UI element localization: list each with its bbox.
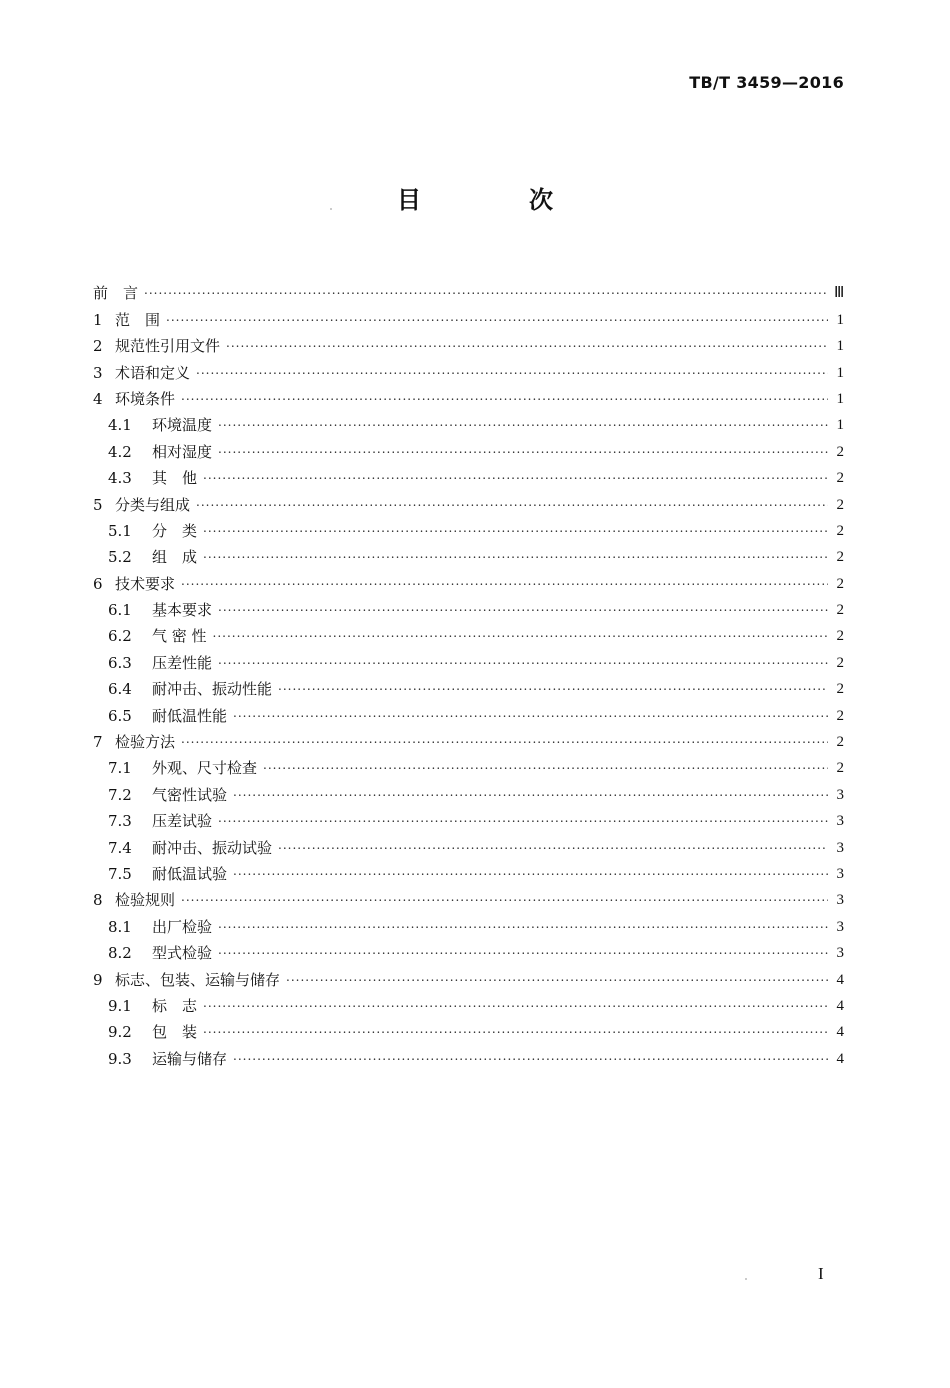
toc-entry-label: 出厂检验 [152,917,213,936]
toc-entry-label: 范 围 [115,310,161,329]
toc-entry [93,778,844,804]
toc-entry-label: 检验方法 [115,733,176,752]
toc-entry-label: 环境温度 [152,416,213,435]
dot-leader [226,333,828,353]
toc-entry [93,699,844,725]
toc-entry-page: 3 [836,945,844,962]
toc-entry-page: 3 [836,918,844,935]
toc-entry-page: Ⅲ [834,285,845,302]
toc-entry-page: 4 [836,1024,844,1041]
toc-entry-number: 2 [93,337,103,356]
dot-leader [286,967,828,987]
toc-entry-number: 8.1 [108,917,132,936]
toc-entry-label: 气密性试验 [152,785,228,804]
toc-entry-number: 4.2 [108,442,132,461]
standard-code: TB/T 3459—2016 [689,73,844,92]
toc-entry-number: 3 [93,363,103,382]
toc-entry-number: 8.2 [108,944,132,963]
toc-entry-page: 4 [836,1050,844,1067]
toc-entry-number: 7.3 [108,812,132,831]
toc-entry-label: 型式检验 [152,944,213,963]
toc-entry-number: 5.2 [108,548,132,567]
toc-entry-number: 7.4 [108,838,132,857]
toc-entry-number: 7.5 [108,864,132,883]
toc-entry-number: 6.5 [108,706,132,725]
toc-entry-page: 1 [836,390,844,407]
toc-entry [93,541,844,567]
toc-entry [93,303,844,329]
toc-entry-number: 4.3 [108,469,132,488]
page-number: I [818,1264,824,1283]
toc-entry-number: 7.1 [108,759,132,778]
toc-entry-number: 8 [93,891,103,910]
toc-entry [93,462,844,488]
toc-entry-number: 6.3 [108,653,132,672]
toc-entry-label: 分类与组成 [115,495,191,514]
toc-entry [93,805,844,831]
toc-entry [93,990,844,1016]
toc-entry [93,673,844,699]
dot-leader [233,861,828,881]
toc-entry-label: 压差性能 [152,653,213,672]
toc-entry-number: 7.2 [108,785,132,804]
dot-leader [218,597,828,617]
toc-entry-number: 9.3 [108,1049,132,1068]
toc-entry-number: 9.2 [108,1023,132,1042]
toc-entry-number: 6 [93,574,103,593]
scan-speck [330,208,332,210]
toc-entry-number: 5 [93,495,103,514]
dot-leader [203,1019,828,1039]
toc-entry [93,1016,844,1042]
toc-entry-page: 1 [836,311,844,328]
dot-leader [218,650,828,670]
toc-entry-page: 4 [836,997,844,1014]
toc-entry [93,515,844,541]
toc-entry-number: 6.4 [108,680,132,699]
toc-entry [93,594,844,620]
dot-leader [203,465,828,485]
dot-leader [203,544,828,564]
toc-entry-label: 包 装 [152,1023,198,1042]
dot-leader [166,307,828,327]
toc-entry-label: 规范性引用文件 [115,337,221,356]
toc-entry-page: 2 [836,681,844,698]
dot-leader [218,808,828,828]
dot-leader [263,755,828,775]
toc-entry-label: 运输与储存 [152,1049,228,1068]
toc-entry-page: 2 [836,443,844,460]
toc-entry-page: 3 [836,813,844,830]
page-title: 目 次 [397,186,595,214]
toc-entry [93,567,844,593]
toc-entry-page: 2 [836,470,844,487]
toc-entry [93,937,844,963]
dot-leader [233,703,828,723]
toc-entry-page: 1 [836,364,844,381]
toc-entry [93,963,844,989]
toc-entry-page: 2 [836,575,844,592]
dot-leader [196,492,828,512]
toc-entry-page: 2 [836,549,844,566]
toc-entry-number: 6.1 [108,601,132,620]
dot-leader [218,914,828,934]
toc-entry-label: 相对湿度 [152,442,213,461]
toc-entry [93,383,844,409]
toc-entry-label: 标 志 [152,996,198,1015]
dot-leader [218,412,828,432]
toc-entry [93,488,844,514]
toc-entry-number: 9 [93,970,103,989]
toc-entry [93,620,844,646]
dot-leader [181,887,828,907]
toc-entry [93,910,844,936]
toc-entry-page: 3 [836,865,844,882]
toc-entry-number: 1 [93,310,103,329]
toc-entry-page: 2 [836,734,844,751]
dot-leader [218,940,828,960]
toc-entry [93,356,844,382]
toc-entry-page: 3 [836,839,844,856]
toc-entry-page: 2 [836,628,844,645]
dot-leader [278,676,828,696]
toc-entry-number: 5.1 [108,521,132,540]
toc-entry-label: 其 他 [152,469,198,488]
toc-entry-number: 4 [93,389,103,408]
toc-entry [93,884,844,910]
toc-entry-label: 标志、包装、运输与储存 [115,970,281,989]
toc-entry-page: 2 [836,522,844,539]
toc-entry-label: 外观、尺寸检查 [152,759,258,778]
toc-entry [93,831,844,857]
dot-leader [218,439,828,459]
toc-entry [93,752,844,778]
toc-entry-label: 检验规则 [115,891,176,910]
toc-entry-label: 气 密 性 [152,627,207,646]
dot-leader [144,280,828,300]
toc-entry-page: 4 [836,971,844,988]
dot-leader [203,993,828,1013]
dot-leader [181,386,828,406]
toc-entry-label: 压差试验 [152,812,213,831]
toc-entry [93,1042,844,1068]
toc-entry-label: 技术要求 [115,574,176,593]
dot-leader [196,360,828,380]
toc-entry [93,277,844,303]
toc-entry-number: 9.1 [108,996,132,1015]
toc-entry-label: 耐冲击、振动试验 [152,838,273,857]
toc-entry-label: 环境条件 [115,389,176,408]
toc-entry [93,726,844,752]
dot-leader [233,1046,828,1066]
toc-entry-label: 分 类 [152,521,198,540]
toc-entry-page: 2 [836,707,844,724]
toc-entry-label: 基本要求 [152,601,213,620]
toc-entry [93,330,844,356]
toc-entry-label: 术语和定义 [115,363,191,382]
dot-leader [278,835,828,855]
toc-entry-page: 3 [836,892,844,909]
toc-entry-label: 前 言 [93,284,139,303]
toc-entry-number: 4.1 [108,416,132,435]
toc-entry-page: 2 [836,760,844,777]
toc-entry-label: 组 成 [152,548,198,567]
toc-entry-number: 7 [93,733,103,752]
toc-entry [93,858,844,884]
toc-entry-page: 2 [836,654,844,671]
scan-speck [745,1278,747,1280]
toc-entry-page: 2 [836,496,844,513]
table-of-contents [93,277,844,1069]
toc-entry [93,409,844,435]
dot-leader [181,729,828,749]
toc-entry-page: 1 [836,338,844,355]
toc-entry [93,435,844,461]
toc-entry [93,646,844,672]
toc-entry-page: 3 [836,786,844,803]
toc-entry-label: 耐低温性能 [152,706,228,725]
dot-leader [181,571,828,591]
toc-entry-label: 耐冲击、振动性能 [152,680,273,699]
toc-entry-number: 6.2 [108,627,132,646]
toc-entry-page: 2 [836,602,844,619]
dot-leader [213,623,828,643]
dot-leader [233,782,828,802]
toc-entry-page: 1 [836,417,844,434]
toc-entry-label: 耐低温试验 [152,864,228,883]
dot-leader [203,518,828,538]
